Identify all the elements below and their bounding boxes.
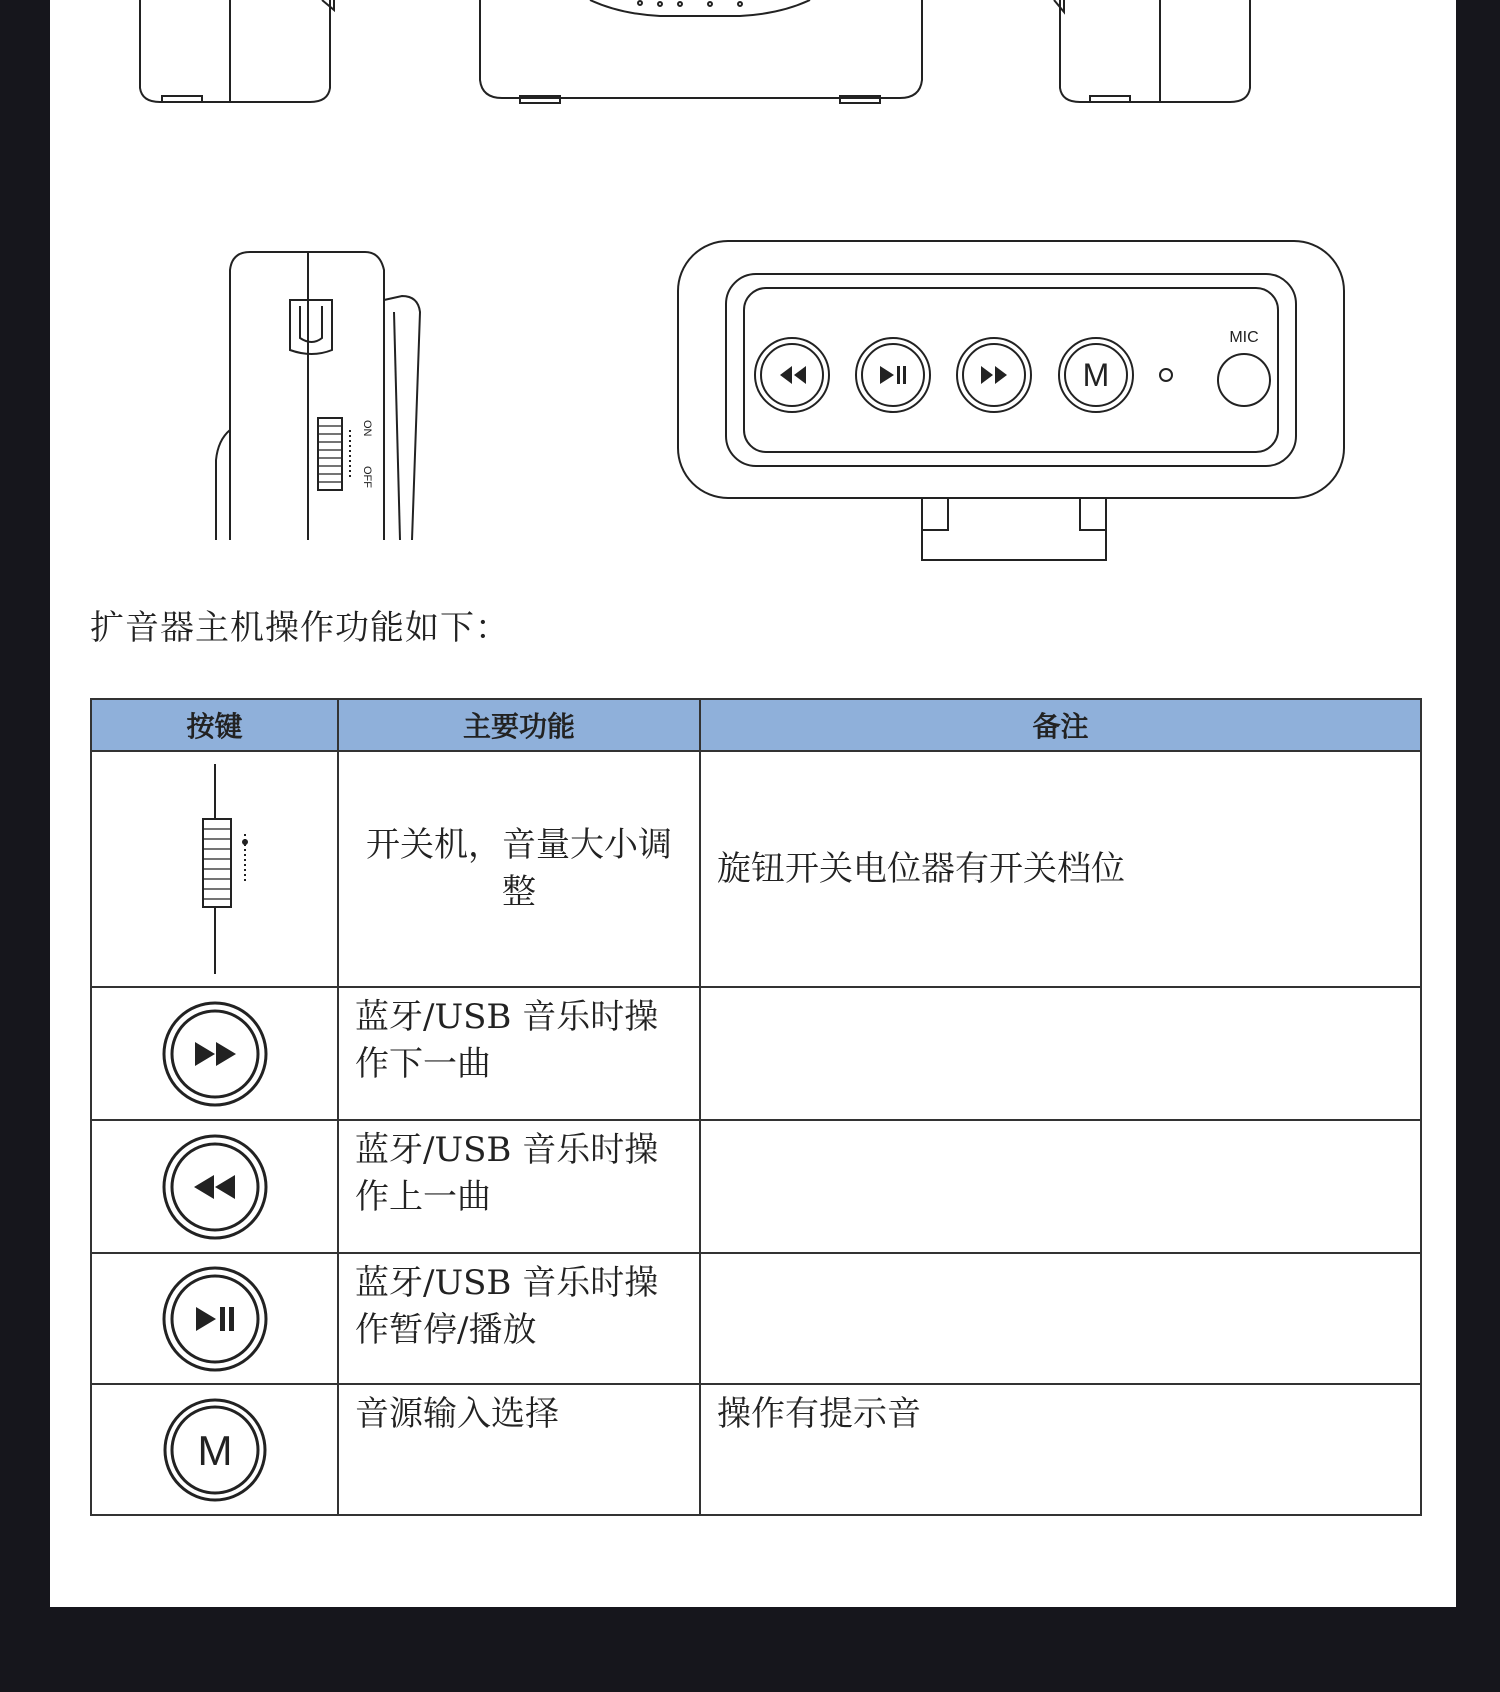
table-row <box>91 751 1421 987</box>
play-pause-icon <box>160 1264 270 1374</box>
table-row <box>91 987 1421 1120</box>
icon-cell <box>91 1253 338 1384</box>
function-cell: 蓝牙/USB 音乐时操作上一曲 <box>338 1120 700 1253</box>
function-cell: 蓝牙/USB 音乐时操作暂停/播放 <box>338 1253 700 1384</box>
note-cell: 操作有提示音 <box>700 1384 1421 1515</box>
icon-cell <box>91 987 338 1120</box>
button-function-table <box>90 698 1422 1516</box>
icon-cell <box>91 1120 338 1253</box>
switch-off-label: OFF <box>361 466 373 488</box>
device-front-bottom-view <box>480 0 922 103</box>
volume-switch-icon <box>135 759 295 979</box>
header-button: 按键 <box>91 699 338 751</box>
manual-page <box>50 0 1456 1607</box>
note-cell: 旋钮开关电位器有开关档位 <box>700 751 1421 987</box>
function-cell: 音源输入选择 <box>338 1384 700 1515</box>
icon-cell <box>91 1384 338 1515</box>
table-row <box>91 1120 1421 1253</box>
play-pause-icon <box>880 366 906 384</box>
device-line-drawings <box>50 0 1456 580</box>
note-cell <box>700 1253 1421 1384</box>
fast-forward-icon <box>981 366 1007 384</box>
previous-track-icon <box>160 1132 270 1242</box>
table-header-row <box>91 699 1421 751</box>
icon-cell <box>91 751 338 987</box>
mode-button-letter: M <box>1082 357 1110 393</box>
note-cell <box>700 987 1421 1120</box>
header-function: 主要功能 <box>338 699 700 751</box>
function-cell: 开关机，音量大小调整 <box>338 751 700 987</box>
header-note: 备注 <box>700 699 1421 751</box>
note-cell <box>700 1120 1421 1253</box>
device-top-panel-view <box>678 241 1344 560</box>
device-side-view <box>216 252 420 540</box>
table-row <box>91 1253 1421 1384</box>
function-cell: 蓝牙/USB 音乐时操作下一曲 <box>338 987 700 1120</box>
next-track-icon <box>160 999 270 1109</box>
mode-m-icon <box>160 1395 270 1505</box>
rewind-icon <box>780 366 806 384</box>
device-left-bottom-view <box>140 0 334 102</box>
table-row <box>91 1384 1421 1515</box>
intro-text: 扩音器主机操作功能如下： <box>90 608 510 648</box>
mic-label: MIC <box>1229 329 1259 346</box>
mode-letter: M <box>197 1426 232 1474</box>
switch-on-label: ON <box>361 420 373 437</box>
device-right-bottom-view <box>1054 0 1250 102</box>
